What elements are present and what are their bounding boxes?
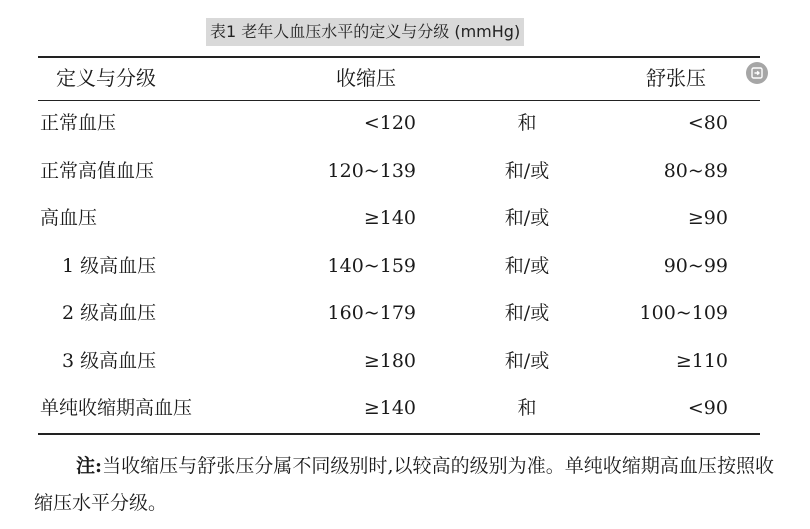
table-bottom-rule: [38, 433, 760, 435]
row-category: 正常高值血压: [40, 160, 155, 182]
table-caption: 表1 老年人血压水平的定义与分级 (mmHg): [206, 18, 524, 46]
row-diastolic: <80: [687, 112, 728, 134]
header-systolic: 收缩压: [336, 66, 396, 90]
table-header-rule: [38, 100, 760, 101]
row-category: 单纯收缩期高血压: [40, 397, 193, 419]
row-category: 2 级高血压: [62, 302, 157, 324]
row-systolic: 140~159: [327, 255, 416, 277]
header-category: 定义与分级: [56, 66, 156, 90]
note-label: 注:: [76, 455, 103, 477]
row-conjunction: 和: [517, 397, 537, 419]
row-category: 1 级高血压: [62, 255, 157, 277]
exit-icon: [751, 67, 763, 79]
row-systolic: <120: [363, 112, 416, 134]
row-conjunction: 和: [517, 112, 537, 134]
table-top-rule: [38, 56, 760, 58]
row-category: 高血压: [40, 207, 98, 229]
row-systolic: 160~179: [327, 302, 416, 324]
row-conjunction: 和/或: [504, 207, 550, 229]
row-conjunction: 和/或: [504, 302, 550, 324]
row-systolic: ≥140: [363, 207, 416, 229]
row-conjunction: 和/或: [504, 255, 550, 277]
row-diastolic: <90: [687, 397, 728, 419]
row-conjunction: 和/或: [504, 350, 550, 372]
row-diastolic: 80~89: [663, 160, 728, 182]
row-category: 3 级高血压: [62, 350, 157, 372]
row-diastolic: 90~99: [663, 255, 728, 277]
floating-action-button[interactable]: [746, 62, 768, 84]
row-systolic: ≥180: [363, 350, 416, 372]
table-note: [34, 448, 774, 522]
row-conjunction: 和/或: [504, 160, 550, 182]
row-diastolic: 100~109: [639, 302, 728, 324]
row-systolic: 120~139: [327, 160, 416, 182]
row-diastolic: ≥110: [675, 350, 728, 372]
note-text: 当收缩压与舒张压分属不同级别时,以较高的级别为准。单纯收缩期高血压按照收缩压水平分级。: [34, 455, 775, 514]
row-systolic: ≥140: [363, 397, 416, 419]
row-diastolic: ≥90: [687, 207, 728, 229]
header-diastolic: 舒张压: [646, 66, 706, 90]
row-category: 正常血压: [40, 112, 117, 134]
